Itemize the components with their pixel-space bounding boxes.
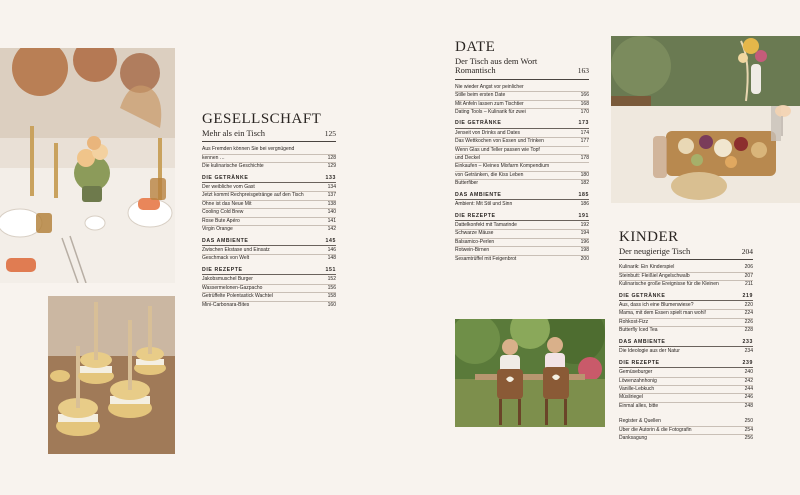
toc-entry-title: Der weibliche vom Gast: [202, 184, 255, 191]
toc-group-heading: [202, 175, 336, 184]
toc-entry-title: und Deckel: [455, 155, 481, 162]
toc-entry: [202, 201, 336, 209]
toc-entry-page: 256: [744, 434, 753, 441]
toc-entry-title: Stille beim ersten Date: [455, 92, 506, 99]
toc-entry: [202, 155, 336, 163]
toc-entry-page: 226: [744, 318, 753, 325]
toc-entry: [619, 435, 753, 442]
section-subtitle-row: [455, 57, 589, 80]
toc-entry: [202, 163, 336, 170]
toc-entry: [455, 180, 589, 187]
toc-entry-page: 168: [580, 100, 589, 107]
toc-entry-page: 250: [744, 418, 753, 425]
toc-entry: [455, 230, 589, 238]
toc-entry-page: 180: [580, 171, 589, 178]
toc-entry-page: 141: [327, 217, 336, 224]
toc-entry: [202, 218, 336, 226]
toc-entry: [202, 247, 336, 255]
toc-entry-page: 140: [327, 209, 336, 216]
toc-entry-title: Mit Anfeln lassen zum Tischtier: [455, 100, 524, 107]
toc-group-heading: [202, 267, 336, 276]
toc-entry: [202, 192, 336, 200]
toc-group: [619, 293, 753, 335]
toc-entry: [619, 273, 753, 281]
toc-entry-title: Einmal alles, bitte: [619, 402, 659, 409]
toc-entry: [455, 201, 589, 208]
toc-entry: [455, 172, 589, 180]
toc-entry-title: Butterfly Iced Tea: [619, 327, 658, 334]
toc-entry-title: Jetzt kommt Rechpreisgetränge auf den Tisch: [202, 192, 304, 199]
toc-entry: [202, 285, 336, 293]
toc-entry-title: Aus Fremden können Sie bei vergnügend: [202, 146, 295, 153]
toc-group-title: DIE REZEPTE: [455, 212, 496, 219]
toc-entry-page: 166: [580, 92, 589, 99]
toc-entry-page: 160: [327, 301, 336, 308]
section-title: DATE: [455, 39, 496, 55]
toc-entry-title: Gemüseburger: [619, 369, 653, 376]
toc-entry-page: 128: [327, 154, 336, 161]
section-title: GESELLSCHAFT: [202, 111, 322, 127]
toc-entry-title: Sesamtrüffel mit Feigenbrot: [455, 255, 517, 262]
toc-entry: [619, 403, 753, 410]
toc-entry-page: 254: [744, 426, 753, 433]
toc-entry: [202, 184, 336, 192]
toc-group: [202, 175, 336, 234]
toc-entry-page: 246: [744, 394, 753, 401]
toc-entry: [455, 163, 589, 171]
toc-entry-title: Jakobsmuschel Burger: [202, 276, 253, 283]
toc-entry-page: 156: [327, 284, 336, 291]
toc-entry-page: 158: [327, 293, 336, 300]
toc-entry-page: 146: [327, 247, 336, 253]
toc-entry-page: 137: [327, 192, 336, 199]
toc-group: [455, 192, 589, 209]
toc-group: [202, 267, 336, 309]
toc-group-page: 239: [742, 359, 753, 366]
toc-entry: [619, 302, 753, 310]
toc-entry-page: 248: [744, 402, 753, 409]
toc-group-heading: [619, 293, 753, 302]
toc-entry-page: 174: [580, 129, 589, 136]
toc-entry-title: Die kulinarische Geschichte: [202, 163, 264, 170]
toc-entry-page: 142: [327, 226, 336, 233]
toc-entry-page: 186: [580, 201, 589, 208]
toc-entry: [455, 239, 589, 247]
toc-entry: [619, 369, 753, 377]
toc-entry: [619, 281, 753, 288]
toc-group-page: 191: [578, 212, 589, 219]
toc-entry: [619, 264, 753, 272]
toc-group-page: 173: [578, 120, 589, 127]
toc-group-heading: [202, 238, 336, 247]
toc-entry: [202, 255, 336, 262]
toc-entry: [455, 109, 589, 116]
toc-entry: [619, 348, 753, 355]
toc-entry-page: 196: [580, 238, 589, 245]
toc-group: [619, 418, 753, 442]
toc-group-page: 219: [742, 292, 753, 299]
toc-entry: [455, 222, 589, 230]
toc-entry-page: 152: [327, 276, 336, 283]
mini-burgers-photo: [48, 296, 175, 454]
toc-entry-page: 242: [744, 377, 753, 384]
toc-entry: [455, 247, 589, 255]
toc-entry: [455, 147, 589, 155]
toc-group-heading: [619, 339, 753, 348]
toc-entry-page: 224: [744, 310, 753, 317]
toc-entry: [619, 418, 753, 426]
toc-entry-page: 194: [580, 230, 589, 237]
toc-entry-title: Kulinarische große Ereignisse für die Kleinen: [619, 281, 719, 288]
toc-entry-page: 148: [327, 255, 336, 262]
toc-entry-title: Löwenzahnhonig: [619, 377, 657, 384]
toc-entry: [202, 302, 336, 309]
toc-entry-page: 178: [580, 155, 589, 162]
toc-entry: [455, 138, 589, 146]
toc-group: [455, 120, 589, 187]
toc-entry-title: Aus, dass ich eine Blumenwiese?: [619, 302, 694, 309]
toc-entry-title: Müsliriegel: [619, 394, 643, 401]
toc-entry: [202, 276, 336, 284]
toc-entry-page: 240: [744, 369, 753, 376]
toc-group-page: 133: [325, 174, 336, 181]
date-platter-photo: [611, 36, 800, 203]
toc-entry-title: Ambient: Mit Stil und Sinn: [455, 201, 513, 208]
toc-entry-page: 244: [744, 385, 753, 392]
toc-entry-title: kennen …: [202, 154, 225, 161]
toc-entry: [202, 226, 336, 233]
toc-entry: [202, 209, 336, 217]
section-subtitle-row: [202, 129, 336, 142]
toc-entry: [455, 92, 589, 100]
toc-entry: [619, 310, 753, 318]
toc-date: [455, 40, 589, 263]
toc-entry: [455, 130, 589, 138]
toc-group-heading: [455, 192, 589, 201]
toc-entry-title: Kulinarik: Ein Kinderspiel: [619, 264, 675, 271]
toc-entry: [619, 427, 753, 435]
toc-entry-title: Dating Tools – Kulinarik für zwei: [455, 108, 526, 115]
toc-entry-page: 200: [580, 255, 589, 262]
toc-entry: [455, 155, 589, 163]
toc-group-title: DIE GETRÄNKE: [202, 174, 249, 181]
toc-group: [619, 360, 753, 411]
section-page: 125: [324, 129, 336, 139]
toc-entry-page: 198: [580, 247, 589, 254]
toc-group-page: 233: [742, 338, 753, 345]
toc-kinder: [619, 230, 753, 442]
toc-group-page: 151: [325, 266, 336, 273]
table-setting-photo: [0, 48, 175, 283]
toc-group-page: 145: [325, 237, 336, 244]
toc-group-heading: [619, 360, 753, 369]
toc-entry-title: Danksagung: [619, 434, 648, 441]
toc-group-page: 185: [578, 191, 589, 198]
toc-entry: [455, 256, 589, 263]
toc-entry-title: Dattelkonfekt mit Tamarinde: [455, 222, 517, 229]
toc-entry-page: 228: [744, 327, 753, 334]
toc-entry: [619, 394, 753, 402]
toc-group: [455, 213, 589, 264]
toc-entry-page: 211: [745, 281, 753, 288]
toc-entry-title: Die Ideologie aus der Natur: [619, 348, 680, 355]
toc-entry-title: Getrüffelte Polentastick Wachtel: [202, 293, 273, 300]
toc-entry-title: Jenseit von Drinks and Dates: [455, 129, 521, 136]
toc-group-title: DIE GETRÄNKE: [455, 120, 502, 127]
toc-group: [619, 339, 753, 356]
section-subtitle: Mehr als ein Tisch: [202, 128, 266, 138]
kids-photo: [455, 319, 605, 427]
toc-entry-title: Ohne ist das Neue Mit: [202, 200, 252, 207]
toc-group-title: DIE REZEPTE: [202, 266, 243, 273]
section-page: 163: [577, 66, 589, 76]
toc-group-title: DIE GETRÄNKE: [619, 292, 666, 299]
toc-group-title: DAS AMBIENTE: [202, 237, 249, 244]
toc-entry-page: 138: [327, 200, 336, 207]
toc-entry-title: Wassermelonen-Gazpacho: [202, 284, 263, 291]
toc-entry-title: Geschmack von Welt: [202, 255, 250, 262]
toc-entry-page: 129: [327, 163, 336, 170]
toc-entry-page: 170: [580, 108, 589, 115]
toc-entry-title: Nie wieder Angst vor peinlicher: [455, 83, 524, 90]
toc-entry: [619, 386, 753, 394]
toc-entry-title: Cooling Cold Brew: [202, 209, 244, 216]
toc-entry: [455, 101, 589, 109]
toc-entry: [619, 319, 753, 327]
toc-entry: [619, 327, 753, 334]
section-subtitle: Der neugierige Tisch: [619, 246, 691, 256]
toc-group-heading: [455, 213, 589, 222]
toc-entry-title: Das Wettkochen von Essen und Trinken: [455, 138, 544, 145]
toc-entry-title: Register & Quellen: [619, 418, 661, 425]
toc-entry-title: Balsamico-Perlen: [455, 238, 495, 245]
toc-entry: [455, 84, 589, 92]
toc-entry-title: Rotwein-Birnen: [455, 247, 490, 254]
section-page: 204: [741, 247, 753, 257]
toc-group-heading: [455, 120, 589, 129]
toc-entry-title: von Getränken, die Kiss Leben: [455, 171, 524, 178]
toc-entry-page: 182: [580, 180, 589, 187]
section-subtitle: Der Tisch aus dem Wort Romantisch: [455, 56, 538, 76]
toc-entry-page: 207: [744, 272, 753, 279]
toc-entry-title: Mini-Carbonara-Bites: [202, 301, 250, 308]
toc-entry-page: 177: [580, 138, 589, 145]
section-subtitle-row: [619, 247, 753, 260]
toc-entry: [619, 378, 753, 386]
toc-entry: [202, 146, 336, 154]
toc-entry-title: Wenn Glas und Teller passen wie Topf: [455, 146, 540, 153]
toc-gesellschaft: [202, 112, 336, 309]
toc-entry-title: Butterfiber: [455, 180, 479, 187]
toc-entry-title: Einkaufen – Kleines Mixfarm Kompendium: [455, 163, 550, 170]
toc-entry-page: 192: [580, 222, 589, 229]
toc-entry-page: 220: [744, 302, 753, 309]
toc-group-title: DAS AMBIENTE: [619, 338, 666, 345]
toc-entry-title: Rose Bute Apérо: [202, 217, 240, 224]
toc-group-title: DIE REZEPTE: [619, 359, 660, 366]
toc-entry-title: Schwarze Mäuse: [455, 230, 494, 237]
toc-entry-title: Über die Autorin & die Fotografin: [619, 426, 692, 433]
toc-entry-page: 234: [744, 348, 753, 355]
toc-intro: [619, 264, 753, 288]
section-title: KINDER: [619, 229, 679, 245]
toc-group: [202, 238, 336, 263]
toc-group-title: DAS AMBIENTE: [455, 191, 502, 198]
toc-entry-title: Steinbutt: Fleißiel Angelschwalb: [619, 272, 690, 279]
toc-intro: [455, 84, 589, 117]
toc-entry-title: Zwischen Ekstase und Einsatz: [202, 247, 270, 253]
toc-entry-page: 206: [744, 264, 753, 271]
toc-entry: [202, 293, 336, 301]
toc-entry-title: Mama, mit dem Essen spielt man wohl!: [619, 310, 706, 317]
toc-intro: [202, 146, 336, 170]
toc-entry-page: 134: [327, 184, 336, 191]
toc-entry-title: Rohkost-Fizz: [619, 318, 649, 325]
toc-entry-title: Virgin Orange: [202, 226, 233, 233]
toc-entry-title: Vanille-Lebkuch: [619, 385, 655, 392]
